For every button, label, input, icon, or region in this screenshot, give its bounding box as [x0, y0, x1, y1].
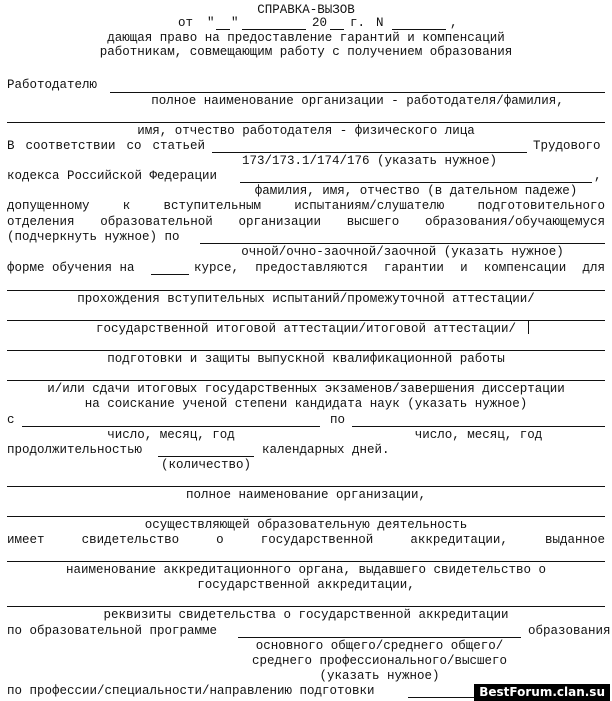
year-prefix: 20 [312, 16, 328, 30]
intro-line-2: работникам, совмещающим работу с получением образования [99, 45, 513, 59]
purpose-field-4[interactable] [7, 380, 605, 381]
study-form-hint: очной/очно-заочной/заочной (указать нужное) [241, 245, 564, 259]
organization-hint-1: полное наименование организации, [185, 488, 427, 502]
number-field[interactable] [392, 29, 446, 30]
employer-label: Работодателю [7, 78, 98, 92]
organization-hint-4: государственной аккредитации, [197, 578, 415, 592]
header-comma: , [450, 16, 458, 30]
year-field[interactable] [330, 29, 344, 30]
watermark: BestForum.clan.su [474, 684, 610, 701]
date-from-hint: число, месяц, год [107, 428, 235, 442]
days-label: календарных дней. [262, 443, 390, 457]
purpose-field-2[interactable] [7, 320, 605, 321]
study-form-field[interactable] [200, 243, 605, 244]
certificate-details-field[interactable] [7, 606, 605, 607]
program-field[interactable] [238, 637, 521, 638]
day-field[interactable] [216, 29, 230, 30]
date-from-field[interactable] [22, 426, 320, 427]
employer-hint-1: полное наименование организации - работодателя/фамилия, [151, 94, 564, 108]
admitted-line-3: (подчеркнуть нужное) по [7, 230, 180, 244]
admitted-line-2: отделения образовательной организации высшего образования/обучающемуся [7, 215, 605, 229]
program-hint-2: среднего профессионального/высшего [251, 654, 508, 668]
year-suffix: г. [350, 16, 366, 30]
article-hint: 173/173.1/174/176 (указать нужное) [241, 154, 498, 168]
program-suffix: образования [528, 624, 611, 638]
organization-hint-5: реквизиты свидетельства о государственной аккредитации [103, 608, 509, 622]
code-comma: , [594, 169, 602, 183]
program-hint-1: основного общего/среднего общего/ [255, 639, 504, 653]
admitted-line-1: допущенному к вступительным испытаниям/слушателю подготовительного [7, 199, 605, 213]
article-field[interactable] [212, 152, 527, 153]
accreditation-line: имеет свидетельство о государственной аккредитации, выданное [7, 533, 605, 547]
purpose-hint-1: прохождения вступительных испытаний/промежуточной аттестации/ [77, 292, 535, 306]
organization-field[interactable] [7, 486, 605, 487]
code-label: кодекса Российской Федерации [7, 169, 218, 183]
organization-hint-2: осуществляющей образовательную деятельность [144, 518, 468, 532]
employer-field[interactable] [110, 92, 605, 93]
profession-field[interactable] [408, 697, 478, 698]
article-right: Трудового [533, 139, 601, 153]
article-words: В соответствии со статьей [7, 139, 205, 153]
name-dative-hint: фамилия, имя, отчество (в дательном падеже) [254, 184, 578, 198]
organization-field-2[interactable] [7, 516, 605, 517]
accreditation-body-field[interactable] [7, 561, 605, 562]
days-count-field[interactable] [158, 456, 254, 457]
quote-close: " [231, 16, 239, 30]
quote-open: " [207, 16, 215, 30]
program-hint-3: (указать нужное) [319, 669, 440, 683]
guarantees-line: курсе, предоставляются гарантии и компенсации для [194, 261, 605, 275]
purpose-hint-3: подготовки и защиты выпускной квалификационной работы [107, 352, 505, 366]
date-to-field[interactable] [352, 426, 605, 427]
purpose-hint-5: на соискание ученой степени кандидата наук (указать нужное) [84, 397, 528, 411]
purpose-field-1[interactable] [7, 290, 605, 291]
program-label: по образовательной программе [7, 624, 218, 638]
profession-label: по профессии/специальности/направлению подготовки [7, 684, 375, 698]
date-from-label: от [178, 16, 194, 30]
organization-hint-3: наименование аккредитационного органа, выдавшего свидетельство о [65, 563, 547, 577]
text-cursor [528, 320, 529, 334]
duration-label: продолжительностью [7, 443, 143, 457]
document-title: СПРАВКА-ВЫЗОВ [257, 3, 355, 17]
employer-hint-2: имя, отчество работодателя - физического лица [137, 124, 475, 138]
purpose-hint-2: государственной итоговой аттестации/итоговой аттестации/ [95, 322, 517, 336]
course-field[interactable] [151, 274, 189, 275]
quantity-hint: (количество) [160, 458, 251, 472]
number-sign: N [376, 16, 384, 30]
period-from-label: с [7, 413, 15, 427]
date-to-hint: число, месяц, год [414, 428, 543, 442]
course-label: форме обучения на [7, 261, 135, 275]
period-to-label: по [330, 413, 346, 427]
intro-line-1: дающая право на предоставление гарантий и компенсаций [107, 31, 505, 45]
purpose-hint-4: и/или сдачи итоговых государственных экзаменов/завершения диссертации [47, 382, 565, 396]
name-dative-field[interactable] [240, 182, 592, 183]
purpose-field-3[interactable] [7, 350, 605, 351]
month-field[interactable] [242, 29, 306, 30]
employer-field-2[interactable] [7, 122, 605, 123]
